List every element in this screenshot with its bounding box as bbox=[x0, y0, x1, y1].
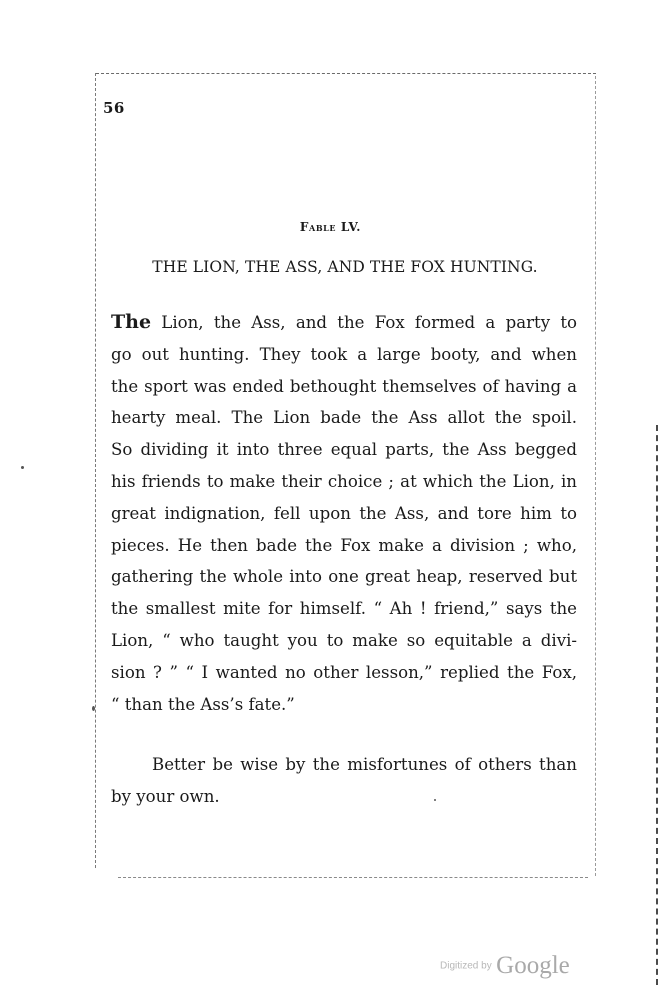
page-number: 56 bbox=[103, 99, 125, 117]
page-edge-left bbox=[95, 73, 96, 868]
page-edge-top bbox=[96, 73, 596, 74]
page-edge-right bbox=[595, 76, 596, 876]
body-line: go out hunting. They took a large booty, and when bbox=[111, 344, 577, 364]
body-line: the sport was ended bethought themselves of having a bbox=[111, 376, 577, 396]
body-line: pieces. He then bade the Fox make a division ; who, bbox=[111, 535, 577, 555]
page-edge-bottom bbox=[118, 877, 588, 878]
body-line: great indignation, fell upon the Ass, and tore him to bbox=[111, 503, 577, 523]
body-line: Lion, “ who taught you to make so equitable a divi- bbox=[111, 630, 577, 650]
body-line: gathering the whole into one great heap, reserved but bbox=[111, 567, 577, 587]
body-line-text: Lion, the Ass, and the Fox formed a party to bbox=[151, 313, 577, 332]
watermark-prefix: Digitized by bbox=[440, 960, 492, 972]
fable-title: THE LION, THE ASS, AND THE FOX HUNTING. bbox=[152, 258, 538, 276]
moral-line: Better be wise by the misfortunes of others than bbox=[152, 755, 577, 774]
moral-line: by your own. bbox=[111, 786, 220, 806]
body-line: sion ? ” “ I wanted no other lesson,” replied the Fox, bbox=[111, 662, 577, 682]
scan-speck bbox=[92, 706, 95, 711]
body-line: the smallest mite for himself. “ Ah ! friend,” says the bbox=[111, 599, 577, 619]
body-line: hearty meal. The Lion bade the Ass allot the spoil. bbox=[111, 408, 577, 428]
fable-moral bbox=[111, 749, 577, 813]
digitized-watermark bbox=[440, 952, 570, 980]
scan-edge-far-right bbox=[656, 425, 658, 985]
body-line bbox=[111, 307, 577, 339]
body-line: “ than the Ass’s fate.” bbox=[111, 694, 295, 714]
google-logo: Google bbox=[496, 952, 570, 979]
fable-body bbox=[111, 307, 577, 720]
scan-speck bbox=[21, 466, 24, 469]
fable-label: Fable LV. bbox=[299, 220, 362, 234]
body-line: So dividing it into three equal parts, the Ass begged bbox=[111, 440, 577, 460]
body-line: his friends to make their choice ; at which the Lion, in bbox=[111, 471, 577, 491]
drop-initial: The bbox=[111, 311, 152, 333]
